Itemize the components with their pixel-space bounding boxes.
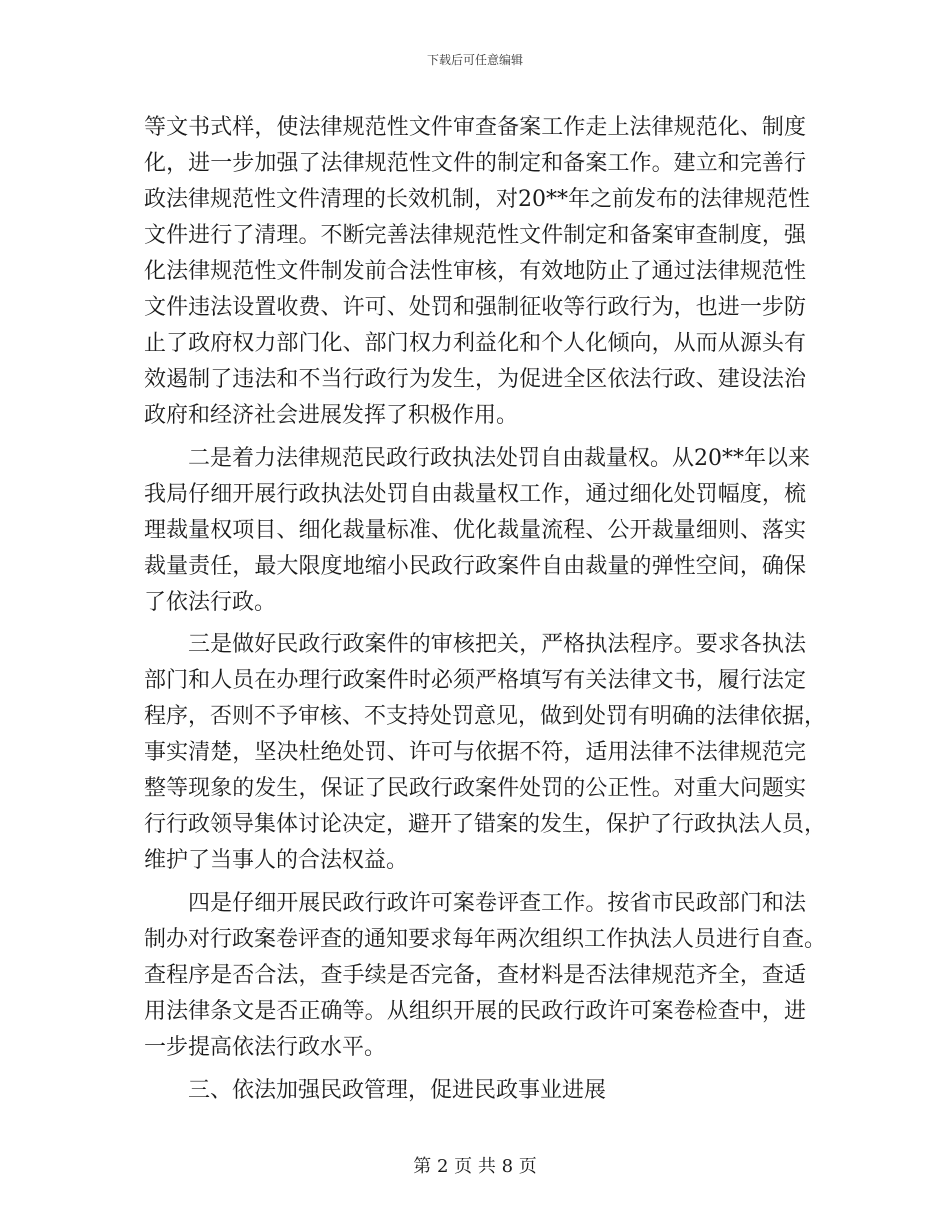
text-line: 政法律规范性文件清理的长效机制，对20**年之前发布的法律规范性: [144, 187, 810, 212]
page-header: 下载后可任意编辑: [426, 53, 523, 67]
text-line: 整等现象的发生，保证了民政行政案件处罚的公正性。对重大问题实: [144, 776, 806, 801]
text-line: 我局仔细开展行政执法处罚自由裁量权工作，通过细化处罚幅度，梳: [144, 482, 806, 507]
text-line: 化，进一步加强了法律规范性文件的制定和备案工作。建立和完善行: [144, 151, 806, 176]
text-line: 程序，否则不予审核、不支持处罚意见，做到处罚有明确的法律依据，: [144, 704, 827, 729]
text-line: 裁量责任，最大限度地缩小民政行政案件自由裁量的弹性空间，确保: [144, 554, 806, 579]
text-line: 止了政府权力部门化、部门权力利益化和个人化倾向，从而从源头有: [144, 331, 806, 356]
text-line: 等文书式样，使法律规范性文件审查备案工作走上法律规范化、制度: [144, 115, 806, 140]
text-line: 制办对行政案卷评查的通知要求每年两次组织工作执法人员进行自查。: [144, 927, 827, 952]
text-line: 理裁量权项目、细化裁量标准、优化裁量流程、公开裁量细则、落实: [144, 518, 806, 543]
paragraph-first-line: 三是做好民政行政案件的审核把关，严格执法程序。要求各执法: [188, 632, 806, 657]
text-line: 用法律条文是否正确等。从组织开展的民政行政许可案卷检查中，进: [144, 999, 806, 1024]
paragraph-first-line: 二是着力法律规范民政行政执法处罚自由裁量权。从20**年以来: [188, 446, 810, 471]
text-line: 文件违法设置收费、许可、处罚和强制征收等行政行为，也进一步防: [144, 295, 806, 320]
text-line: 部门和人员在办理行政案件时必须严格填写有关法律文书，履行法定: [144, 668, 806, 693]
text-line: 政府和经济社会进展发挥了积极作用。: [144, 403, 519, 428]
text-line: 一步提高依法行政水平。: [144, 1035, 387, 1060]
text-line: 维护了当事人的合法权益。: [144, 848, 409, 873]
text-line: 事实清楚，坚决杜绝处罚、许可与依据不符，适用法律不法律规范完: [144, 740, 806, 765]
text-line: 行行政领导集体讨论决定，避开了错案的发生，保护了行政执法人员，: [144, 812, 827, 837]
text-line: 化法律规范性文件制发前合法性审核，有效地防止了通过法律规范性: [144, 259, 806, 284]
text-line: 了依法行政。: [144, 590, 277, 615]
section-heading: 三、依法加强民政管理，促进民政事业进展: [188, 1078, 607, 1103]
text-line: 效遏制了违法和不当行政行为发生，为促进全区依法行政、建设法治: [144, 367, 806, 392]
text-line: 查程序是否合法，查手续是否完备，查材料是否法律规范齐全，查适: [144, 963, 806, 988]
paragraph-first-line: 四是仔细开展民政行政许可案卷评查工作。按省市民政部门和法: [188, 891, 806, 916]
text-line: 文件进行了清理。不断完善法律规范性文件制定和备案审查制度，强: [144, 223, 806, 248]
page-number-footer: 第 2 页 共 8 页: [413, 1156, 537, 1177]
